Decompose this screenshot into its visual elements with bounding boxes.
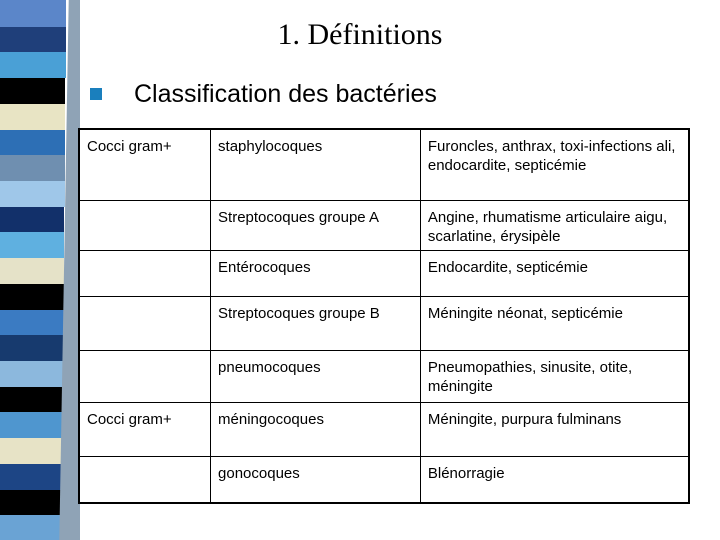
bacteria-table <box>78 128 690 504</box>
stripe-block <box>0 514 62 540</box>
stripe-block <box>0 77 65 104</box>
table-row <box>79 350 689 402</box>
table-cell <box>79 200 211 250</box>
table-cell: Streptocoques groupe A <box>211 200 421 250</box>
table-cell: Cocci gram+ <box>79 402 211 456</box>
table-row <box>79 200 689 250</box>
table-row <box>79 129 689 200</box>
subtitle: Classification des bactéries <box>134 79 437 108</box>
table-cell: staphylocoques <box>211 129 421 200</box>
stripe-block <box>0 206 64 233</box>
table-cell <box>79 250 211 296</box>
table-cell: Pneumopathies, sinusite, otite, méningite <box>420 350 689 402</box>
square-bullet-icon <box>90 88 102 100</box>
stripe-block <box>0 334 63 361</box>
table-cell: Entérocoques <box>211 250 421 296</box>
bullet-row <box>90 78 437 110</box>
stripe-block <box>0 386 63 413</box>
stripe-block <box>0 437 63 464</box>
stripe-block <box>0 360 63 387</box>
table-row <box>79 296 689 350</box>
table-cell: Blénorragie <box>420 456 689 503</box>
stripe-block <box>0 154 65 181</box>
stripe-block <box>0 51 66 78</box>
table-cell: Angine, rhumatisme articulaire aigu, scarlatine, érysipèle <box>420 200 689 250</box>
stripe-block <box>0 463 62 490</box>
stripe-block <box>0 283 64 310</box>
table-cell: Méningite, purpura fulminans <box>420 402 689 456</box>
table-cell: Cocci gram+ <box>79 129 211 200</box>
stripe-block <box>0 180 65 207</box>
stripe-block <box>0 129 65 156</box>
stripe-block <box>0 411 63 438</box>
table-cell: Furoncles, anthrax, toxi-infections ali, endocardite, septicémie <box>420 129 689 200</box>
table-row <box>79 456 689 503</box>
table-cell <box>79 350 211 402</box>
table-cell: pneumocoques <box>211 350 421 402</box>
table-cell: gonocoques <box>211 456 421 503</box>
table-cell: Endocardite, septicémie <box>420 250 689 296</box>
stripe-block <box>0 103 65 130</box>
table-cell: méningocoques <box>211 402 421 456</box>
table-cell: Streptocoques groupe B <box>211 296 421 350</box>
decorative-stripe <box>0 0 80 540</box>
table-cell: Méningite néonat, septicémie <box>420 296 689 350</box>
table-cell <box>79 296 211 350</box>
table-cell <box>79 456 211 503</box>
stripe-block <box>0 309 64 336</box>
slide-title <box>0 18 720 52</box>
table-row <box>79 402 689 456</box>
stripe-block <box>0 489 62 516</box>
slide-title-text: 1. Définitions <box>277 18 443 51</box>
stripe-block <box>0 257 64 284</box>
table-row <box>79 250 689 296</box>
stripe-block <box>0 231 64 258</box>
